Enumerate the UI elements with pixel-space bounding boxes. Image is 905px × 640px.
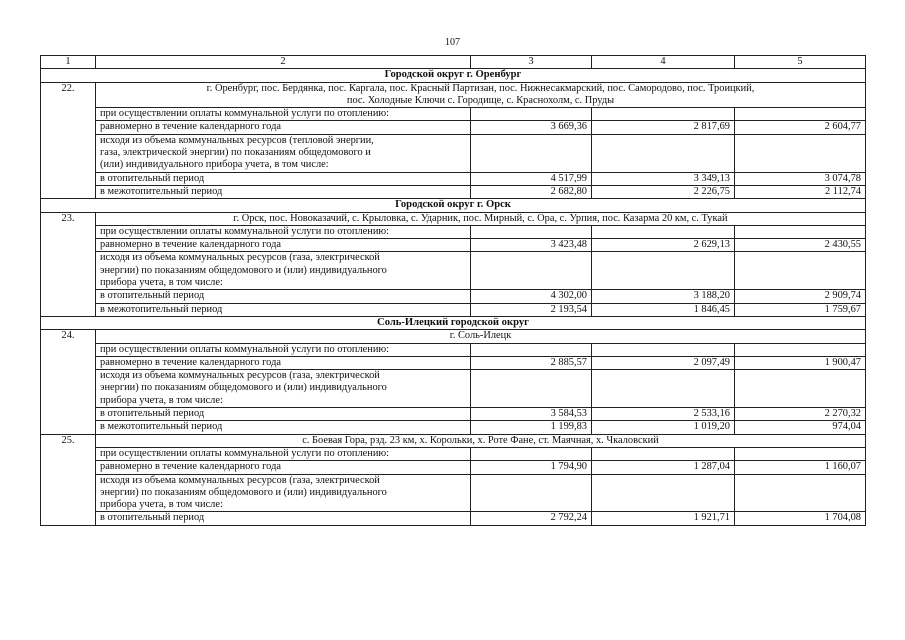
row-description [96, 343, 471, 356]
entry-places-row [41, 212, 866, 225]
section-title: Городской округ г. Орск [41, 199, 866, 212]
description-line: прибора учета, в том числе: [100, 394, 223, 406]
table-row [41, 447, 866, 460]
value-col-3 [471, 343, 592, 356]
value-col-3 [471, 134, 592, 172]
section-row [41, 199, 866, 212]
value-col-5: 974,04 [735, 421, 866, 434]
description-line: при осуществлении оплаты коммунальной услуги по отоплению: [100, 343, 390, 355]
value-col-3: 2 792,24 [471, 512, 592, 525]
value-col-4: 1 921,71 [592, 512, 735, 525]
table-row [41, 356, 866, 369]
places-line: пос. Холодные Ключи с. Городище, с. Краснохолм, с. Пруды [346, 94, 615, 106]
description-line: прибора учета, в том числе: [100, 277, 223, 289]
description-line: равномерно в течение календарного года [100, 121, 281, 133]
entry-places-row [41, 330, 866, 343]
table-row [41, 303, 866, 316]
value-col-4: 2 226,75 [592, 185, 735, 198]
value-col-4 [592, 474, 735, 512]
row-description [96, 172, 471, 185]
value-col-4: 2 533,16 [592, 408, 735, 421]
row-description [96, 290, 471, 303]
description-line: в межотопительный период [100, 421, 223, 433]
entry-places [96, 330, 866, 343]
value-col-4 [592, 370, 735, 408]
section-row [41, 69, 866, 82]
value-col-5: 1 759,67 [735, 303, 866, 316]
table-row [41, 421, 866, 434]
table-row [41, 408, 866, 421]
table-row [41, 343, 866, 356]
section-title: Соль-Илецкий городской округ [41, 316, 866, 329]
table-row [41, 239, 866, 252]
row-description [96, 512, 471, 525]
value-col-3: 2 682,80 [471, 185, 592, 198]
entry-places-row [41, 82, 866, 108]
value-col-3: 3 584,53 [471, 408, 592, 421]
places-line: г. Соль-Илецк [449, 330, 512, 342]
row-description [96, 461, 471, 474]
row-description [96, 185, 471, 198]
value-col-5 [735, 252, 866, 290]
entry-number: 25. [41, 434, 96, 525]
header-col-4: 4 [592, 56, 735, 69]
value-col-5 [735, 370, 866, 408]
value-col-3: 3 423,48 [471, 239, 592, 252]
table-row [41, 252, 866, 290]
description-line: при осуществлении оплаты коммунальной услуги по отоплению: [100, 108, 390, 120]
value-col-5 [735, 108, 866, 121]
description-line: в отопительный период [100, 172, 205, 184]
table-row [41, 370, 866, 408]
description-line: энергии) по показаниям общедомового и (или) индивидуального [100, 486, 387, 498]
description-line: энергии) по показаниям общедомового и (или) индивидуального [100, 382, 387, 394]
header-col-2: 2 [96, 56, 471, 69]
value-col-5: 2 430,55 [735, 239, 866, 252]
description-line: в межотопительный период [100, 303, 223, 315]
row-description [96, 474, 471, 512]
row-description [96, 134, 471, 172]
row-description [96, 421, 471, 434]
places-line: с. Боевая Гора, рзд. 23 км, х. Корольки, х. Роте Фане, ст. Маячная, х. Чкаловский [302, 434, 659, 446]
entry-places [96, 82, 866, 108]
value-col-5: 1 704,08 [735, 512, 866, 525]
description-line: в межотопительный период [100, 185, 223, 197]
row-description [96, 408, 471, 421]
description-line: исходя из объема коммунальных ресурсов (тепловой энергии, [100, 134, 374, 146]
value-col-4 [592, 108, 735, 121]
value-col-3 [471, 474, 592, 512]
entry-number: 23. [41, 212, 96, 316]
description-line: равномерно в течение календарного года [100, 356, 281, 368]
table-row [41, 461, 866, 474]
value-col-3 [471, 108, 592, 121]
value-col-5 [735, 134, 866, 172]
row-description [96, 370, 471, 408]
value-col-5: 2 909,74 [735, 290, 866, 303]
value-col-3 [471, 370, 592, 408]
description-line: при осуществлении оплаты коммунальной услуги по отоплению: [100, 447, 390, 459]
value-col-5 [735, 474, 866, 512]
header-col-1: 1 [41, 56, 96, 69]
value-col-5: 2 270,32 [735, 408, 866, 421]
value-col-3: 4 302,00 [471, 290, 592, 303]
value-col-4: 3 349,13 [592, 172, 735, 185]
entry-places-row [41, 434, 866, 447]
value-col-4: 2 097,49 [592, 356, 735, 369]
value-col-4 [592, 225, 735, 238]
value-col-4 [592, 447, 735, 460]
value-col-4: 1 846,45 [592, 303, 735, 316]
value-col-5: 2 604,77 [735, 121, 866, 134]
value-col-4: 2 817,69 [592, 121, 735, 134]
value-col-5 [735, 447, 866, 460]
value-col-4: 2 629,13 [592, 239, 735, 252]
entry-places [96, 434, 866, 447]
table-row [41, 290, 866, 303]
table-row [41, 134, 866, 172]
description-line: прибора учета, в том числе: [100, 499, 223, 511]
value-col-5: 1 160,07 [735, 461, 866, 474]
value-col-3 [471, 225, 592, 238]
description-line: энергии) по показаниям общедомового и (или) индивидуального [100, 264, 387, 276]
value-col-4 [592, 252, 735, 290]
row-description [96, 225, 471, 238]
value-col-4: 3 188,20 [592, 290, 735, 303]
table-row [41, 474, 866, 512]
tariff-table [40, 55, 866, 526]
description-line: равномерно в течение календарного года [100, 239, 281, 251]
page-number: 107 [445, 37, 460, 48]
row-description [96, 303, 471, 316]
places-line: г. Орск, пос. Новоказачий, с. Крыловка, с. Ударник, пос. Мирный, с. Ора, с. Урпия, пос. Казарма 20 км, с. Тукай [233, 212, 728, 224]
value-col-5: 1 900,47 [735, 356, 866, 369]
row-description [96, 356, 471, 369]
description-line: (или) индивидуального прибора учета, в том числе: [100, 159, 329, 171]
value-col-3: 4 517,99 [471, 172, 592, 185]
description-line: газа, электрической энергии) по показаниям общедомового и [100, 147, 371, 159]
table-row [41, 512, 866, 525]
entry-places [96, 212, 866, 225]
description-line: равномерно в течение календарного года [100, 461, 281, 473]
value-col-3: 2 193,54 [471, 303, 592, 316]
table-row [41, 108, 866, 121]
row-description [96, 239, 471, 252]
value-col-4 [592, 134, 735, 172]
value-col-3: 1 794,90 [471, 461, 592, 474]
table-row [41, 225, 866, 238]
description-line: исходя из объема коммунальных ресурсов (газа, электрической [100, 370, 380, 382]
row-description [96, 108, 471, 121]
description-line: в отопительный период [100, 512, 205, 524]
entry-number: 24. [41, 330, 96, 434]
value-col-5 [735, 225, 866, 238]
value-col-3 [471, 252, 592, 290]
row-description [96, 447, 471, 460]
row-description [96, 252, 471, 290]
value-col-3: 2 885,57 [471, 356, 592, 369]
value-col-5 [735, 343, 866, 356]
value-col-3: 3 669,36 [471, 121, 592, 134]
header-col-5: 5 [735, 56, 866, 69]
value-col-3 [471, 447, 592, 460]
value-col-4: 1 287,04 [592, 461, 735, 474]
header-row [41, 56, 866, 69]
description-line: в отопительный период [100, 408, 205, 420]
description-line: в отопительный период [100, 290, 205, 302]
table-row [41, 172, 866, 185]
description-line: исходя из объема коммунальных ресурсов (газа, электрической [100, 252, 380, 264]
table-row [41, 185, 866, 198]
header-col-3: 3 [471, 56, 592, 69]
value-col-4: 1 019,20 [592, 421, 735, 434]
entry-number: 22. [41, 82, 96, 199]
description-line: при осуществлении оплаты коммунальной услуги по отоплению: [100, 225, 390, 237]
value-col-5: 2 112,74 [735, 185, 866, 198]
value-col-5: 3 074,78 [735, 172, 866, 185]
value-col-4 [592, 343, 735, 356]
value-col-3: 1 199,83 [471, 421, 592, 434]
table-row [41, 121, 866, 134]
description-line: исходя из объема коммунальных ресурсов (газа, электрической [100, 474, 380, 486]
places-line: г. Оренбург, пос. Бердянка, пос. Каргала, пос. Красный Партизан, пос. Нижнесакмарский, пос. Самородово, пос. Троицкий, [206, 82, 755, 94]
row-description [96, 121, 471, 134]
section-row [41, 316, 866, 329]
section-title: Городской округ г. Оренбург [41, 69, 866, 82]
